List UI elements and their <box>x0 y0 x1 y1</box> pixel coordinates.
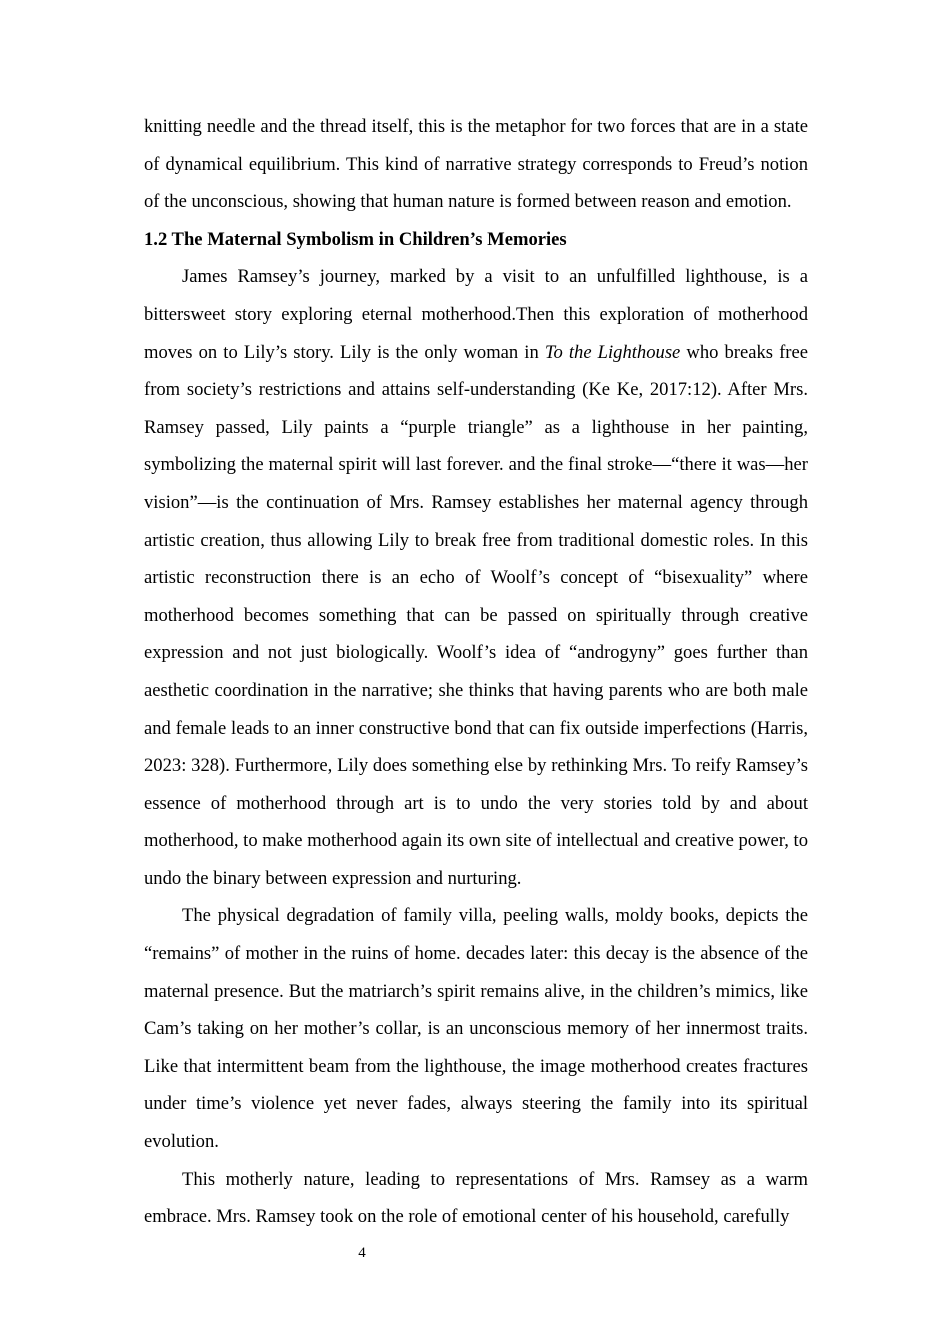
paragraph-1-text-before-title: James Ramsey’s journey, marked by a visit to an unfulfilled lighthouse, is a bittersweet story exploring eternal motherhood.Then this exploration of motherhood moves on to Lily’s story. Lily is the only woman in <box>144 266 808 363</box>
paragraph-1 <box>144 258 808 897</box>
section-heading-1-2: 1.2 The Maternal Symbolism in Children’s Memories <box>144 228 567 250</box>
page-number-footer <box>0 1245 950 1262</box>
page-number-value: 4 <box>358 1245 366 1261</box>
paragraph-2: The physical degradation of family villa, peeling walls, moldy books, depicts the “remains” of mother in the ruins of home. decades later: this decay is the absence of the maternal presence. But the matriarch’s spirit remains alive, in the children’s mimics, like Cam’s taking on her mother’s collar, is an unconscious memory of her innermost traits. Like that intermittent beam from the lighthouse, the image motherhood creates fractures under time’s violence yet never fades, always steering the family into its spiritual evolution. <box>144 905 808 1153</box>
continued-paragraph: knitting needle and the thread itself, this is the metaphor for two forces that are in a state of dynamical equilibrium. This kind of narrative strategy corresponds to Freud’s notion of the unconscious, showing that human nature is formed between reason and emotion. <box>144 116 808 213</box>
page-content <box>144 108 808 1236</box>
paragraph-1-text-after-title: who breaks free from society’s restrictions and attains self-understanding (Ke Ke, 2017:12). After Mrs. Ramsey passed, Lily paints a “purple triangle” as a lighthouse in her painting, symbolizing the maternal spirit will last forever. and the final stroke—“there it was—her vision”—is the continuation of Mrs. Ramsey establishes her maternal agency through artistic creation, thus allowing Lily to break free from traditional domestic roles. In this artistic reconstruction there is an echo of Woolf’s concept of “bisexuality” where motherhood becomes something that can be passed on spiritually through creative expression and not just biologically. Woolf’s idea of “androgyny” goes further than aesthetic coordination in the narrative; she thinks that having parents who are both male and female leads to an inner constructive bond that can fix outside imperfections (Harris, 2023: 328). Furthermore, Lily does something else by rethinking Mrs. To reify Ramsey’s essence of motherhood through art is to undo the very stories told by and about motherhood, to make motherhood again its own site of intellectual and creative power, to undo the binary between expression and nurturing. <box>144 341 808 889</box>
book-title-to-the-lighthouse: To the Lighthouse <box>544 341 681 363</box>
paragraph-3: This motherly nature, leading to representations of Mrs. Ramsey as a warm embrace. Mrs. Ramsey took on the role of emotional center of his household, carefully <box>144 1168 808 1228</box>
